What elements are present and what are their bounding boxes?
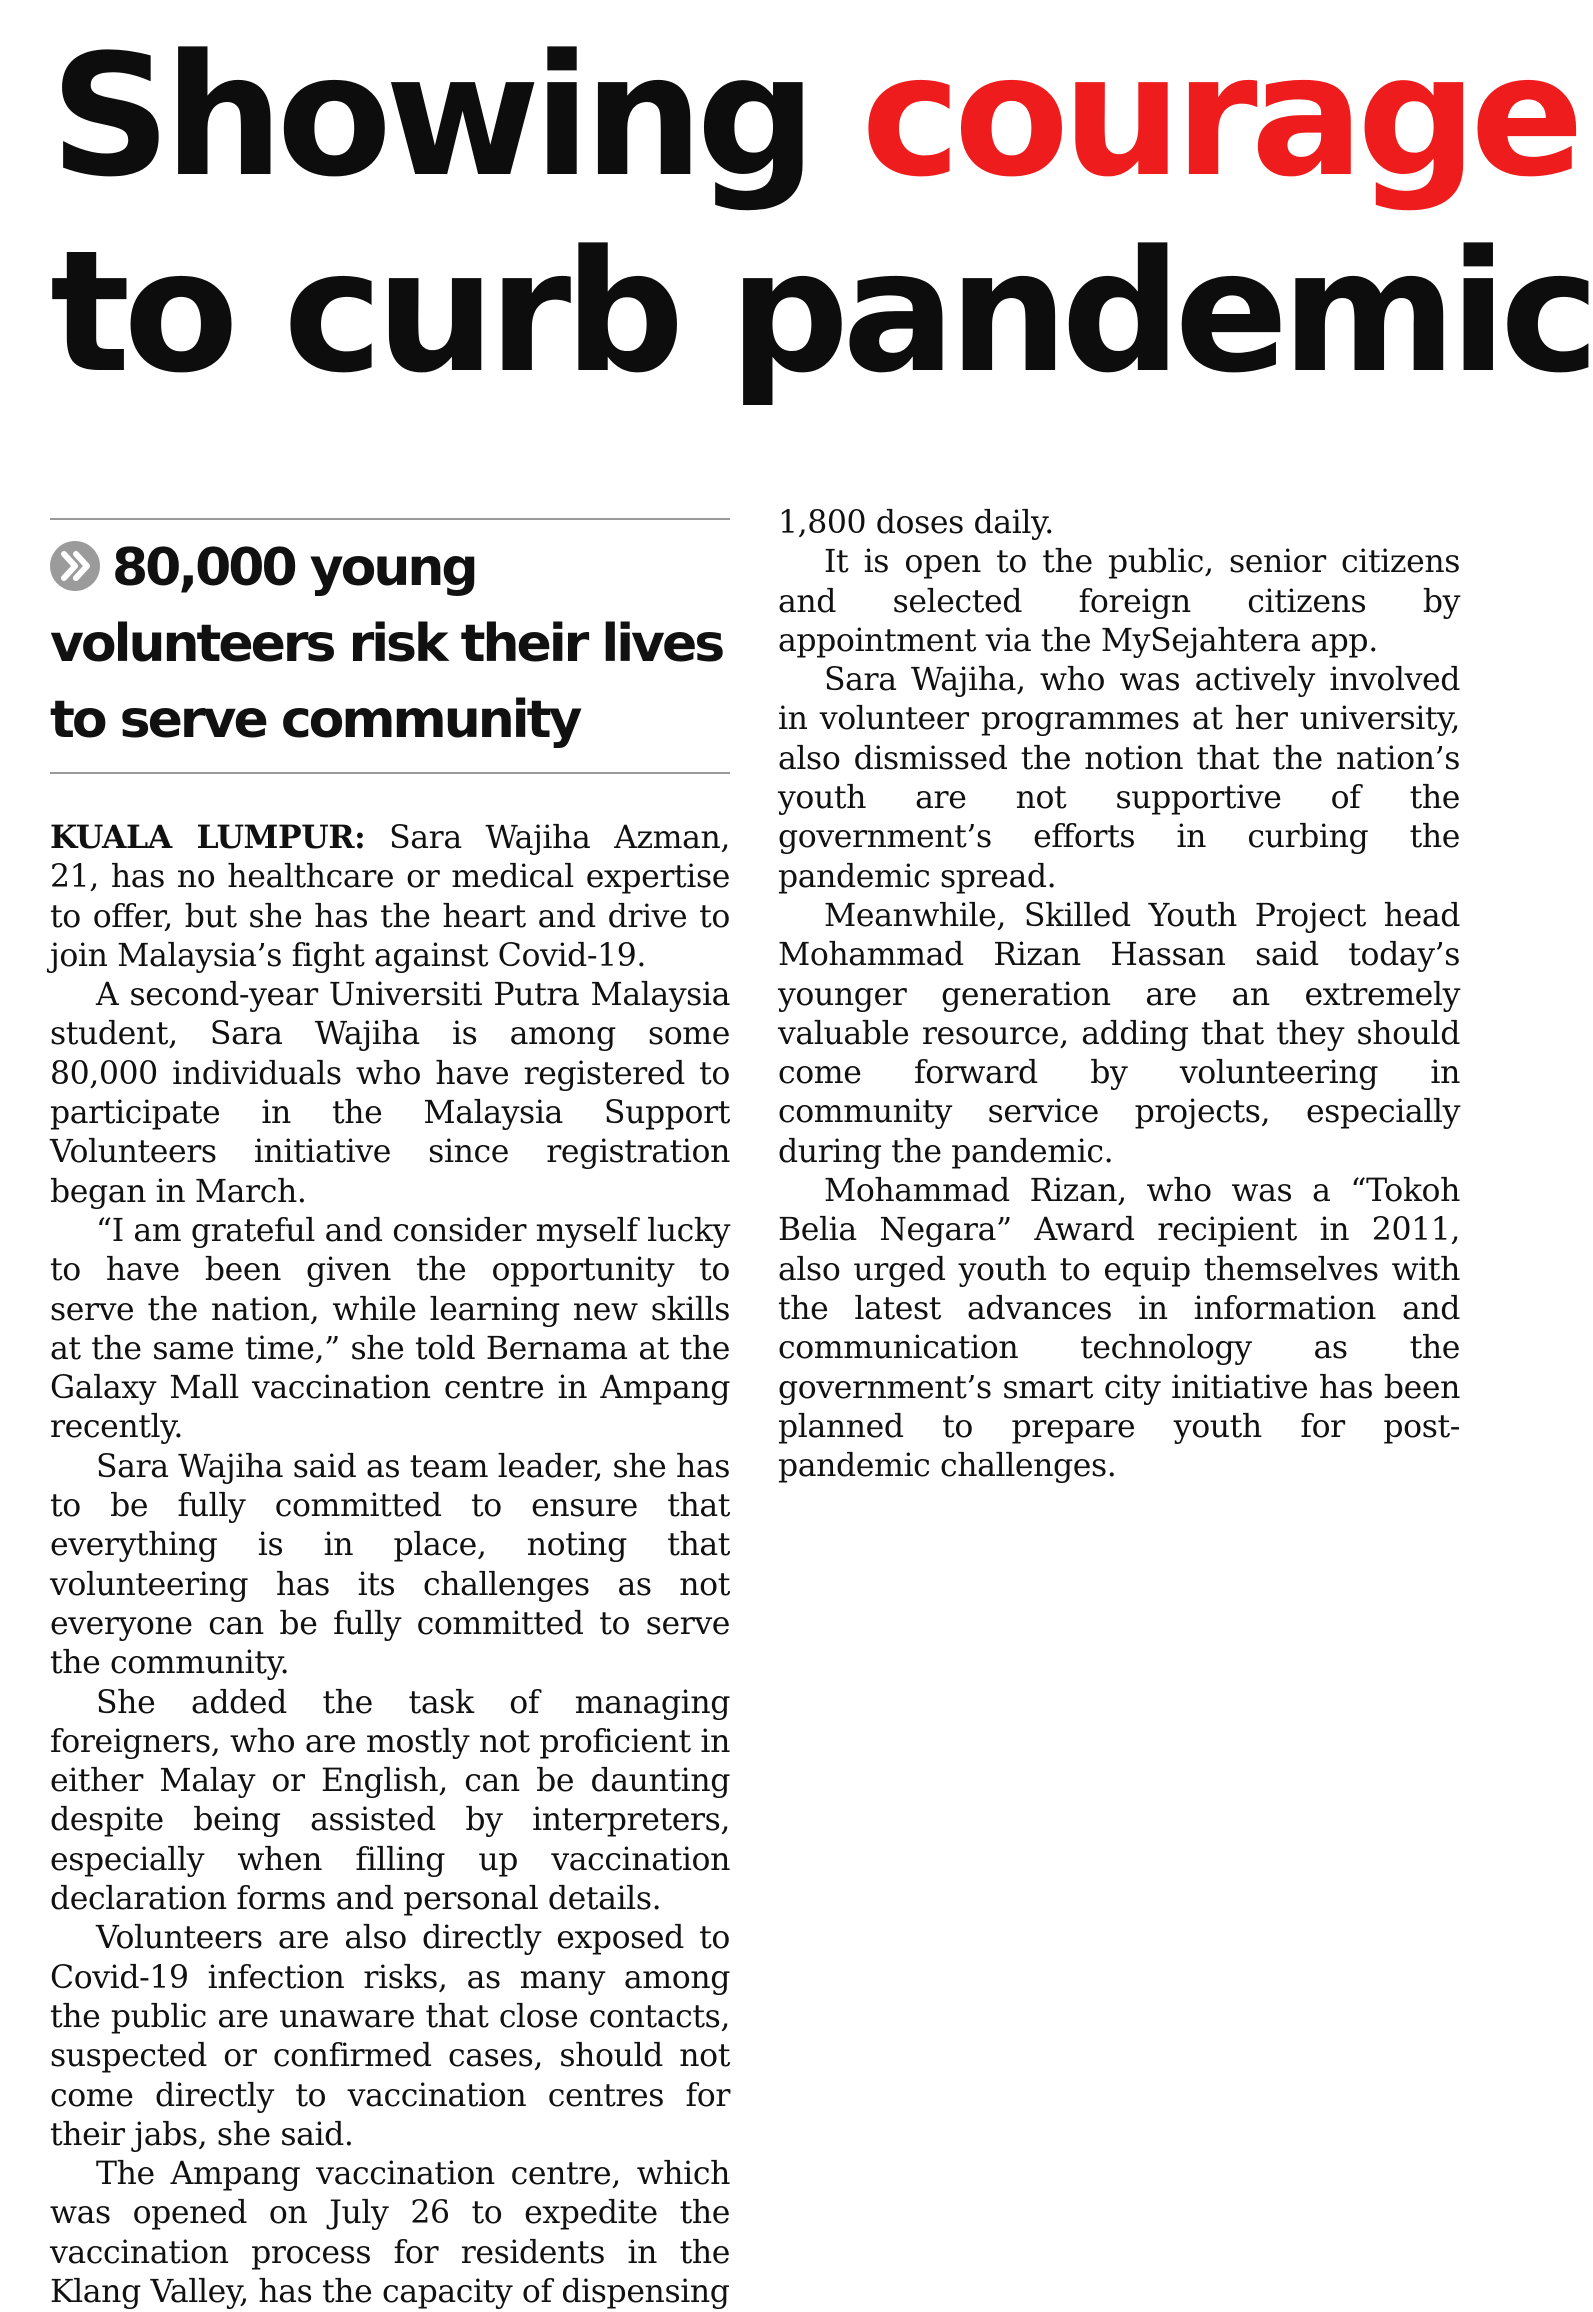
article-paragraph: Mohammad Rizan, who was a “Tokoh Belia Negara” Award recipient in 2011, also urged youth to equip themselves with the latest advances in information and communication technology as the government’s smart city initiative has been planned to prepare youth for post-pandemic challenges.: [778, 1173, 1460, 1485]
article-paragraph: She added the task of managing foreigners, who are mostly not proficient in either Malay or English, can be daunting despite being assisted by interpreters, especially when filling up vaccination declaration forms and personal details.: [50, 1684, 730, 1918]
article-paragraph: 1,800 doses daily.: [778, 505, 1054, 541]
headline-word-showing: Showing: [50, 18, 810, 214]
subhead: [50, 530, 740, 758]
article-paragraph: A second-year Universiti Putra Malaysia student, Sara Wajiha is among some 80,000 individuals who have registered to participate in the Malaysia Support Volunteers initiative since registration began in March.: [50, 977, 730, 1210]
article-paragraph: Meanwhile, Skilled Youth Project head Mohammad Rizan Hassan said today’s younger generation are an extremely valuable resource, adding that they should come forward by volunteering in community service projects, especially during the pandemic.: [778, 897, 1460, 1170]
headline-word-courage: courage: [861, 18, 1578, 214]
article-column-right: [778, 504, 1460, 1486]
article-paragraph: Sara Wajiha, who was actively involved in volunteer programmes at her university, also dismissed the notion that the nation’s youth are not supportive of the government’s efforts in curbing the pandemic spread.: [778, 662, 1460, 895]
article-paragraph: Volunteers are also directly exposed to Covid-19 infection risks, as many among the public are unaware that close contacts, suspected or confirmed cases, should not come directly to vaccination centres for their jabs, she said.: [50, 1920, 730, 2153]
article-column-left: [50, 818, 730, 2312]
article-paragraph: It is open to the public, senior citizens and selected foreign citizens by appointment via the MySejahtera app.: [778, 544, 1460, 659]
headline: [50, 18, 1593, 410]
article-paragraph: Sara Wajiha said as team leader, she has to be fully committed to ensure that everything is in place, noting that volunteering has its challenges as not everyone can be fully committed to serve the community.: [50, 1448, 730, 1682]
article-paragraph: [50, 818, 730, 976]
subhead-bottom-divider: [50, 772, 730, 774]
dateline: KUALA LUMPUR:: [50, 819, 366, 856]
article-paragraph: “I am grateful and consider myself lucky to have been given the opportunity to serve the nation, while learning new skills at the same time,” she told Bernama at the Galaxy Mall vaccination centre in Ampang recently.: [50, 1212, 730, 1446]
paragraph-text: Sara Wajiha Azman, 21, has no healthcare or medical expertise to offer, but she has the heart and drive to join Malaysia’s fight against Covid-19.: [50, 820, 730, 974]
double-chevron-right-icon: [50, 541, 100, 591]
headline-line-2: to curb pandemic: [50, 214, 1593, 410]
article-paragraph: The Ampang vaccination centre, which was opened on July 26 to expedite the vaccination process for residents in the Klang Valley, has the capacity of dispensing: [50, 2156, 730, 2310]
subhead-text: 80,000 young volunteers risk their lives to serve community: [50, 538, 723, 750]
subhead-top-divider: [50, 518, 730, 520]
